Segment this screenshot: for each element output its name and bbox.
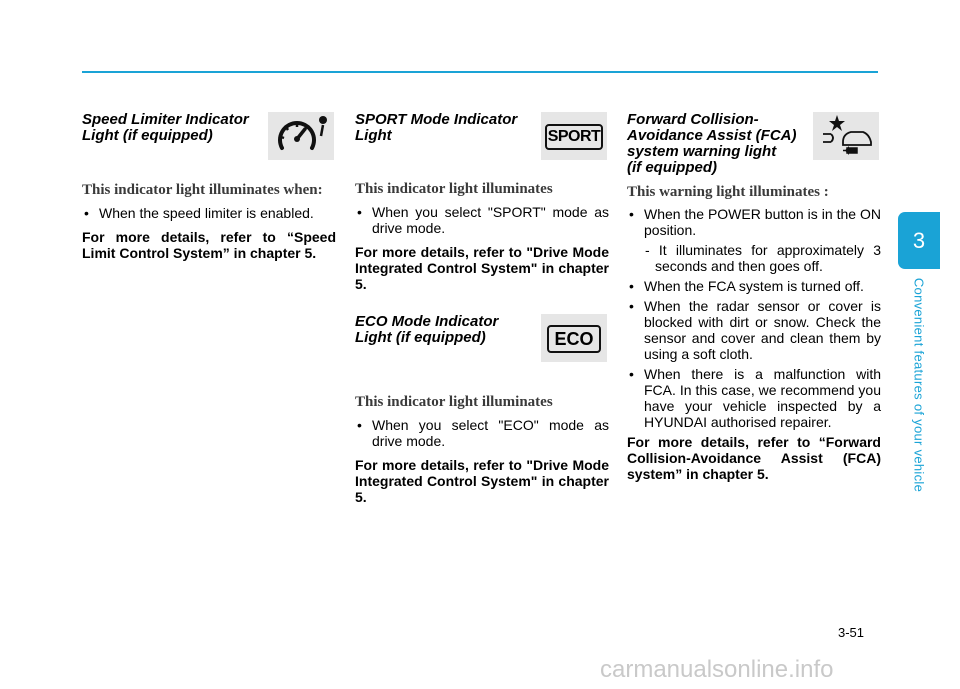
eco-mode-header (355, 314, 609, 362)
list-item: • When the speed limiter is enabled. (84, 205, 314, 221)
eco-intro: This indicator light illuminates (355, 394, 553, 410)
header-rule (82, 71, 878, 73)
chapter-tab: 3 (898, 212, 940, 269)
speed-limiter-section (82, 112, 336, 261)
fca-intro: This warning light illuminates : (627, 184, 829, 200)
watermark: carmanualsonline.info (600, 656, 834, 683)
list-item: • When you select "SPORT" mode as drive mode. (357, 204, 609, 236)
list-item: • When you select "ECO" mode as drive mode. (357, 417, 609, 449)
sport-badge: SPORT (545, 124, 603, 150)
sport-mode-title: SPORT Mode Indicator Light (355, 111, 518, 144)
eco-mode-title: ECO Mode Indicator Light (if equipped) (355, 313, 499, 346)
eco-mode-icon (541, 314, 607, 362)
fca-warning-icon (813, 112, 879, 160)
speed-limiter-icon (268, 112, 334, 160)
list-item: • When the POWER button is in the ON position. (629, 206, 881, 238)
sport-mode-section (355, 112, 609, 505)
list-item: • When the FCA system is turned off. (629, 278, 864, 294)
fca-section (627, 112, 881, 482)
list-item: • When the radar sensor or cover is blocked with dirt or snow. Check the sensor and cover and clean them by using a soft cloth. (629, 298, 881, 362)
speed-limiter-title: Speed Limiter Indicator Light (if equipped) (82, 111, 249, 144)
chapter-label: Convenient features of your vehicle (911, 277, 927, 493)
page-number: 3-51 (838, 625, 865, 640)
sport-intro: This indicator light illuminates (355, 181, 553, 197)
eco-note: For more details, refer to "Drive Mode Integrated Control System" in chapter 5. (355, 457, 609, 505)
fca-title: Forward Collision- Avoidance Assist (FCA) system warning light (if equipped) (627, 111, 797, 176)
list-sub-item: - It illuminates for approximately 3 seconds and then goes off. (645, 242, 881, 274)
list-item: • When there is a malfunction with FCA. In this case, we recommend you have your vehicle inspected by a HYUNDAI authorised repairer. (629, 366, 881, 430)
speed-limiter-intro: This indicator light illuminates when: (82, 182, 323, 198)
sport-mode-icon (541, 112, 607, 160)
sport-note: For more details, refer to "Drive Mode Integrated Control System" in chapter 5. (355, 244, 609, 292)
eco-badge: ECO (547, 325, 601, 353)
speed-limiter-note: For more details, refer to “Speed Limit Control System” in chapter 5. (82, 229, 336, 261)
fca-note: For more details, refer to “Forward Collision-Avoidance Assist (FCA) system” in chapter 5. (627, 434, 881, 482)
